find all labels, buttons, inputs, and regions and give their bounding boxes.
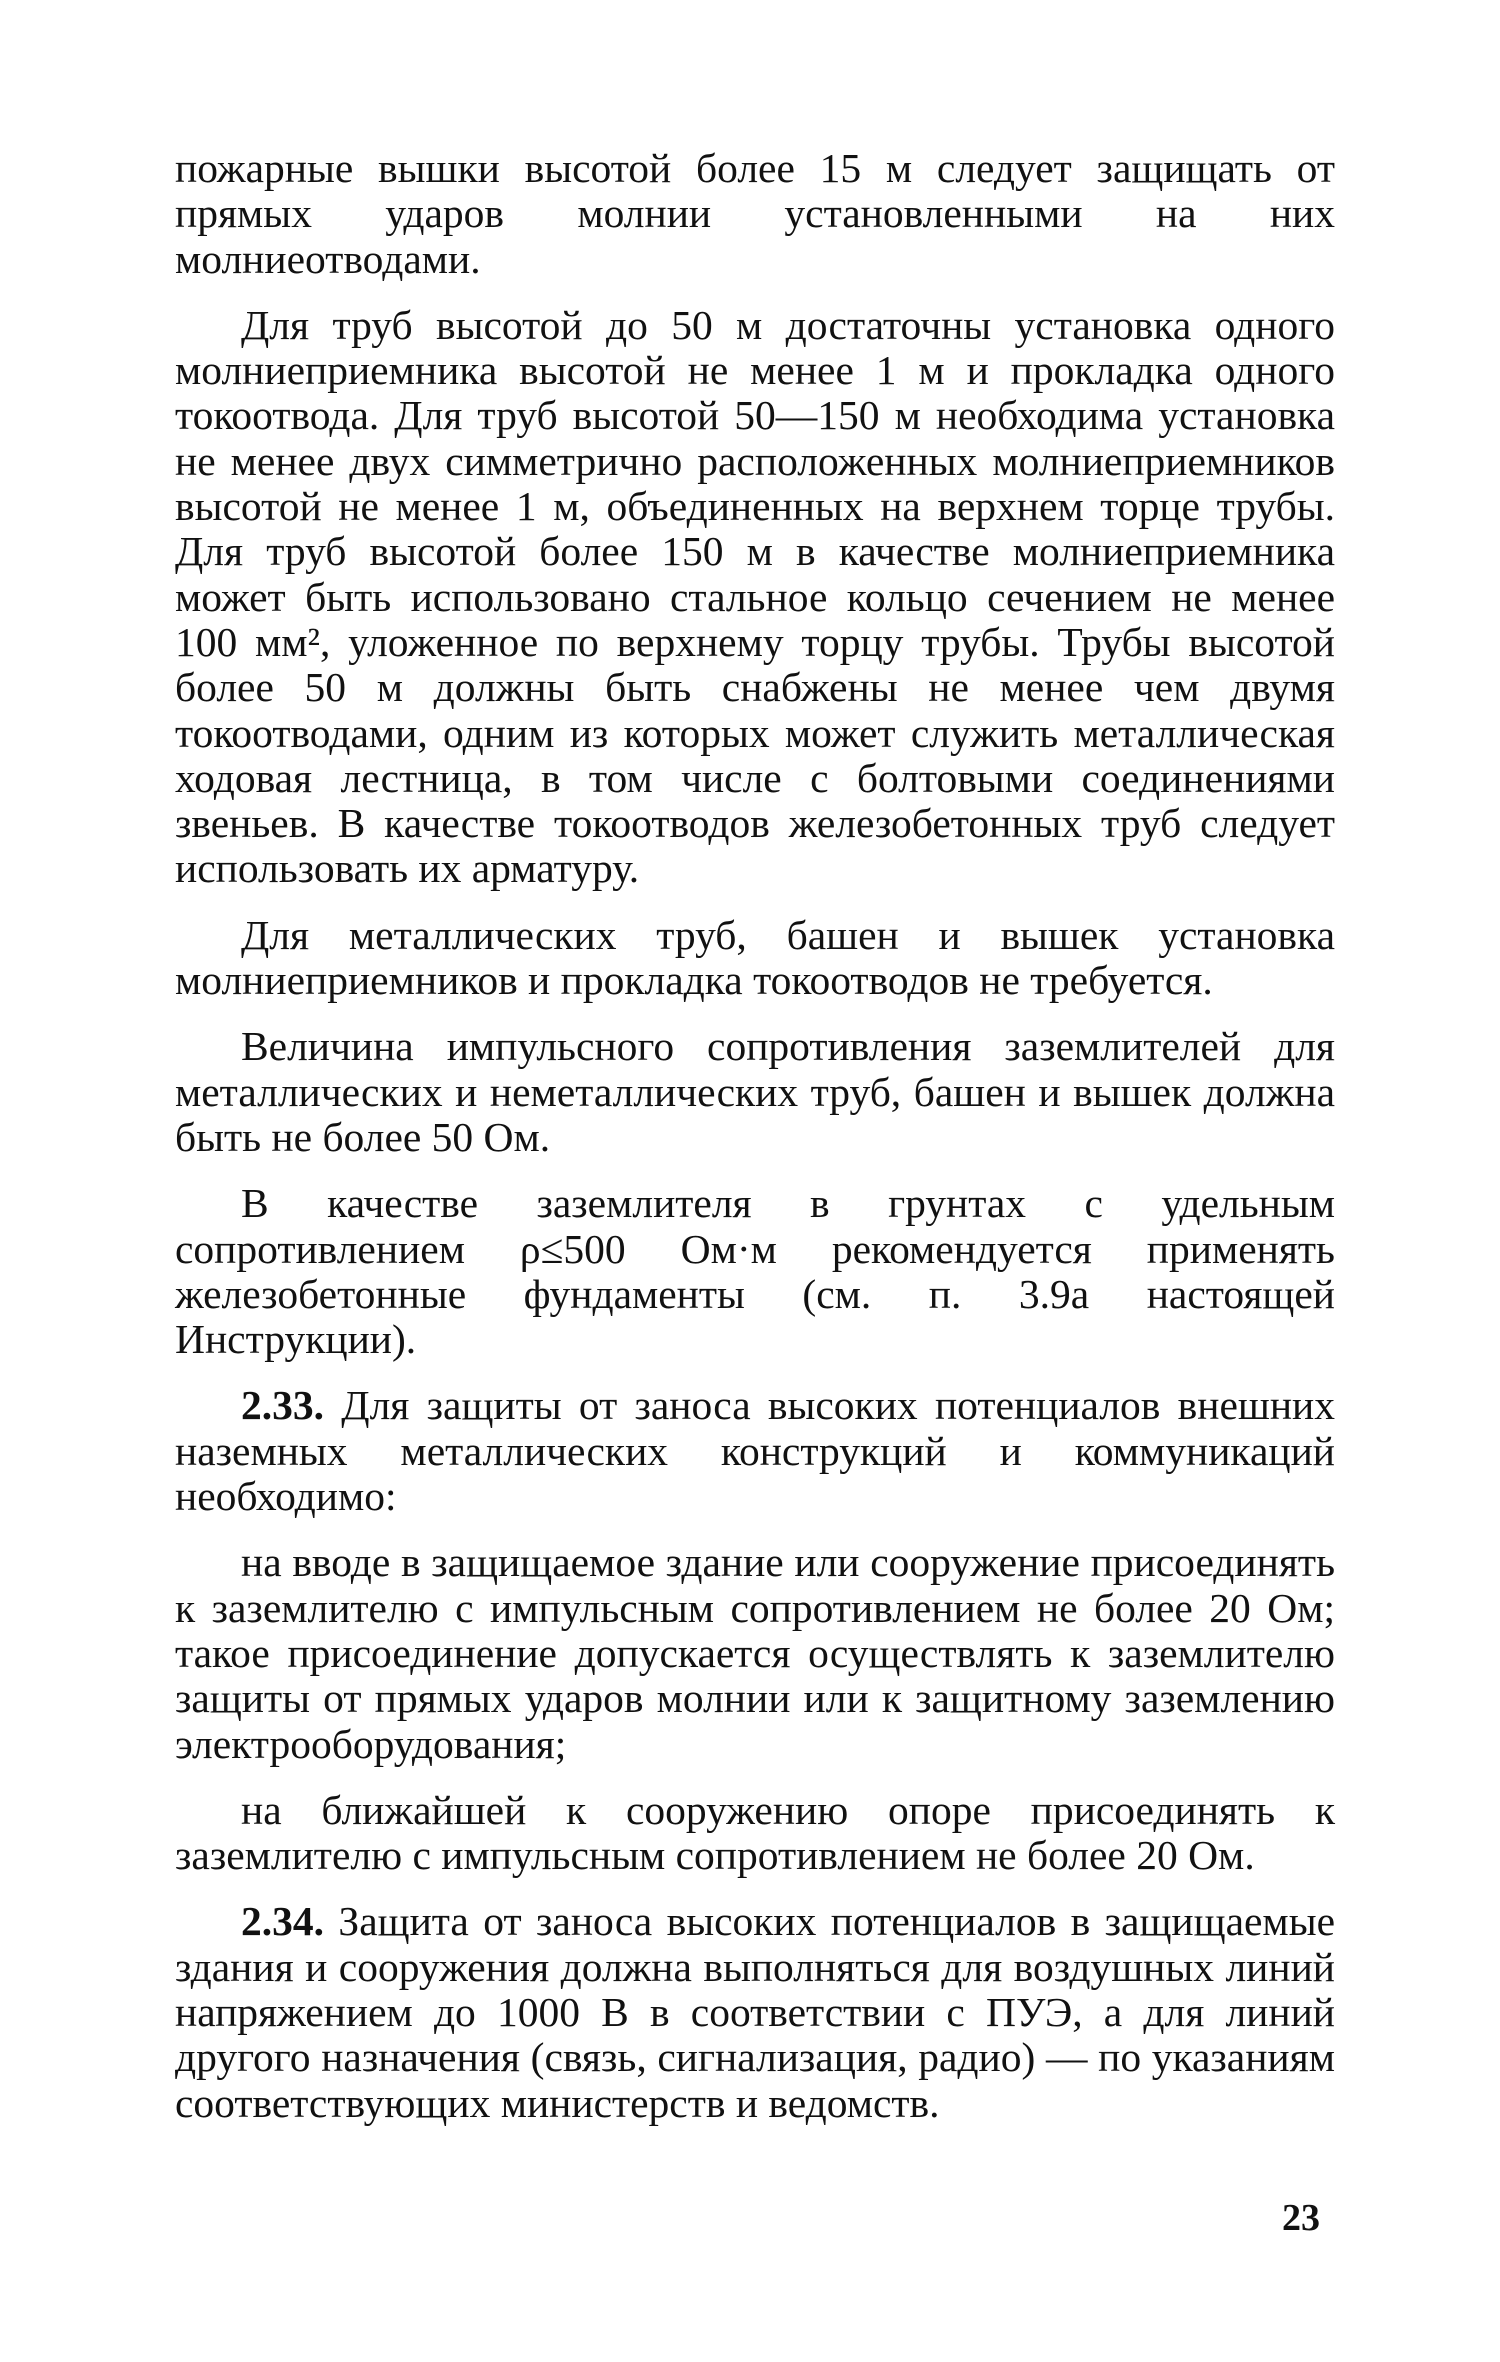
section-paragraph-2-34 bbox=[175, 1899, 1335, 2125]
paragraph-text: Для защиты от заноса высоких потенциалов внешних наземных металлических конструкций и коммуникаций необходимо: bbox=[175, 1382, 1335, 1520]
paragraph-text: на ближайшей к сооружению опоре присоединять к заземлителю с импульсным сопротивлением не более 20 Ом. bbox=[175, 1786, 1335, 1879]
paragraph-text: пожарные вышки высотой более 15 м следует защищать от прямых ударов молнии установленными на них молниеотводами. bbox=[175, 145, 1335, 282]
page-number: 23 bbox=[1282, 2197, 1320, 2239]
paragraph-text: Защита от заноса высоких потенциалов в защищаемые здания и сооружения должна выполняться для воздушных линий напряжением до 1000 В в соответствии с ПУЭ, а для линий другого назначения (связь, сигнализация, радио) — по указаниям соответствующих министерств и ведомств. bbox=[175, 1898, 1335, 2126]
paragraph bbox=[175, 1540, 1335, 1766]
paragraph bbox=[175, 303, 1335, 892]
page-body bbox=[175, 146, 1335, 2147]
section-number: 2.33. bbox=[241, 1382, 324, 1429]
paragraph-text: В качестве заземлителя в грунтах с удельным сопротивлением ρ≤500 Ом·м рекомендуется применять железобетонные фундаменты (см. п. 3.9а настоящей Инструкции). bbox=[175, 1180, 1335, 1363]
section-number: 2.34. bbox=[241, 1898, 324, 1945]
paragraph bbox=[175, 146, 1335, 282]
paragraph-text: Для металлических труб, башен и вышек установка молниеприемников и прокладка токоотводов не требуется. bbox=[175, 911, 1335, 1004]
paragraph bbox=[175, 1788, 1335, 1879]
paragraph bbox=[175, 1024, 1335, 1160]
paragraph-text: Для труб высотой до 50 м достаточны установка одного молниеприемника высотой не менее 1 м и прокладка одного токоотвода. Для труб высотой 50—150 м необходима установка не менее двух симметрично расположенных молниеприемников высотой не менее 1 м, объединенных на верхнем торце трубы. Для труб высотой более 150 м в качестве молниеприемника может быть использовано стальное кольцо сечением не менее 100 мм², уложенное по верхнему торцу трубы. Трубы высотой более 50 м должны быть снабжены не менее чем двумя токоотводами, одним из которых может служить металлическая ходовая лестница, в том числе с болтовыми соединениями звеньев. В качестве токоотводов железобетонных труб следует использовать их арматуру. bbox=[175, 301, 1335, 892]
paragraph bbox=[175, 1181, 1335, 1362]
paragraph-text: на вводе в защищаемое здание или сооружение присоединять к заземлителю с импульсным сопротивлением не более 20 Ом; такое присоединение допускается осуществлять к заземлителю защиты от прямых ударов молнии или к защитному заземлению электрооборудования; bbox=[175, 1539, 1335, 1767]
paragraph-text: Величина импульсного сопротивления заземлителей для металлических и неметаллических труб, башен и вышек должна быть не более 50 Ом. bbox=[175, 1023, 1335, 1160]
section-paragraph-2-33 bbox=[175, 1383, 1335, 1519]
paragraph bbox=[175, 913, 1335, 1004]
